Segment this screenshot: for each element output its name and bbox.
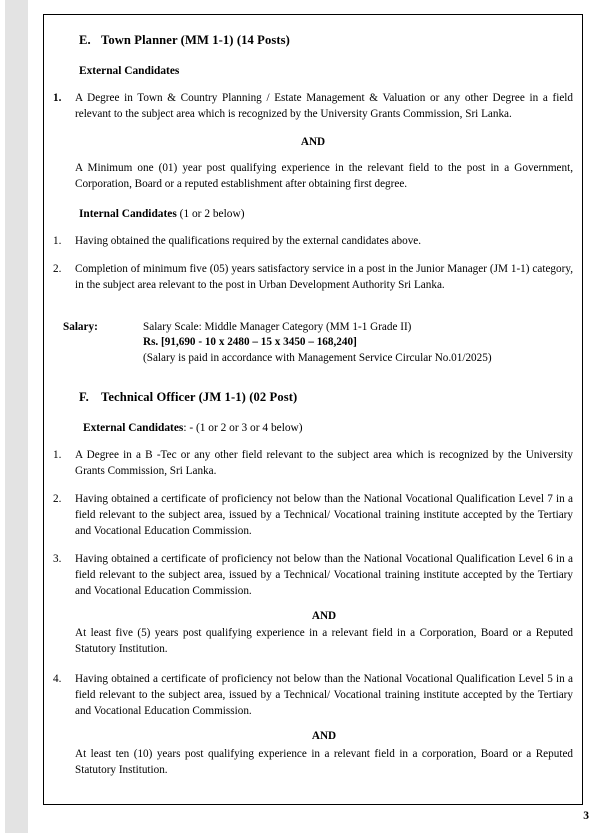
external-candidates-heading-normal: : - (1 or 2 or 3 or 4 below) [183, 422, 303, 435]
internal-candidates-heading-e [79, 206, 573, 222]
list-item-number: 4. [53, 673, 62, 686]
external-candidates-heading-e: External Candidates [79, 64, 180, 77]
page-content [43, 14, 583, 805]
list-item-text: Having obtained a certificate of proficiency not below than the National Vocational Qualification Level 6 in a field relevant to the subject area, issued by a Technical/ Vocational training institute accepted by the Tertiary and Vocational Education Commission. [75, 552, 573, 597]
internal-candidates-list-e [53, 234, 573, 294]
external-candidates-list-f-continued [53, 552, 573, 779]
viewer-gutter-strip [5, 0, 29, 833]
page-number: 3 [583, 810, 589, 822]
list-item [53, 262, 573, 294]
external-candidates-heading-f [83, 420, 573, 436]
salary-amount: Rs. [91,690 - 10 x 2480 – 15 x 3450 – 168,240] [143, 336, 357, 349]
salary-values [143, 320, 573, 368]
list-item-number: 2. [53, 493, 62, 506]
and-paragraph-e: A Minimum one (01) year post qualifying experience in the relevant field to the post in a Government, Corporation, Board or a reputed establishment after obtaining first degree. [75, 161, 573, 190]
list-item [53, 91, 573, 123]
section-letter-e: E. [79, 33, 91, 47]
list-item [53, 492, 573, 540]
list-item [53, 234, 573, 250]
section-heading-f [79, 389, 573, 407]
list-item-number: 1. [53, 92, 62, 105]
section-title-e: Town Planner (MM 1-1) (14 Posts) [101, 33, 290, 47]
section-heading-e [79, 32, 573, 50]
salary-label: Salary: [63, 320, 98, 333]
list-item-text: Completion of minimum five (05) years satisfactory service in a post in the Junior Manager (JM 1-1) category, in the subject area relevant to the post in Urban Development Authority Sri Lanka. [75, 262, 573, 291]
and-paragraph: At least ten (10) years post qualifying experience in a relevant field in a corporation, Board or a Reputed Statutory Institution. [75, 747, 573, 776]
list-item [53, 552, 573, 658]
list-item-text: Having obtained the qualifications required by the external candidates above. [75, 234, 422, 247]
list-item-text: A Degree in Town & Country Planning / Estate Management & Valuation or any other Degree in a field relevant to the subject area which is recognized by the University Grants Commission, Sri Lanka. [75, 92, 573, 120]
salary-scale: Salary Scale: Middle Manager Category (MM 1-1 Grade II) [143, 320, 412, 333]
salary-note: (Salary is paid in accordance with Management Service Circular No.01/2025) [143, 352, 492, 365]
and-paragraph: At least five (5) years post qualifying experience in a relevant field in a Corporation, Board or a Reputed Statutory Institution. [75, 627, 573, 656]
external-candidates-list-f [53, 448, 573, 540]
internal-candidates-heading-normal: (1 or 2 below) [176, 207, 245, 220]
section-letter-f: F. [79, 390, 89, 405]
document-page [28, 0, 601, 833]
section-title-f: Technical Officer (JM 1-1) (02 Post) [101, 390, 298, 405]
internal-candidates-heading-bold: Internal Candidates [79, 207, 177, 220]
list-item-text: A Degree in a B -Tec or any other field relevant to the subject area which is recognized by the University Grants Commission, Sri Lanka. [75, 449, 573, 478]
list-item [53, 672, 573, 778]
list-item-number: 3. [53, 552, 62, 565]
list-item [53, 448, 573, 480]
and-separator: AND [311, 729, 337, 742]
list-item-text: Having obtained a certificate of proficiency not below than the National Vocational Qualification Level 7 in a field relevant to the subject area, issued by a Technical/ Vocational training institute accepted by the Tertiary and Vocational Education Commission. [75, 493, 573, 537]
list-item-number: 1. [53, 449, 62, 462]
salary-block-e [53, 320, 573, 368]
and-separator-e: AND [300, 135, 326, 148]
list-item-number: 1. [53, 234, 62, 247]
external-candidates-heading-bold: External Candidates [83, 422, 184, 435]
list-item-number: 2. [53, 262, 62, 275]
external-candidates-list-e [53, 91, 573, 123]
list-item-text: Having obtained a certificate of proficiency not below than the National Vocational Qualification Level 5 in a field relevant to the subject area, issued by a Technical/ Vocational training institute accepted by the Tertiary and Vocational Education Commission. [75, 673, 573, 718]
and-separator: AND [311, 609, 337, 622]
